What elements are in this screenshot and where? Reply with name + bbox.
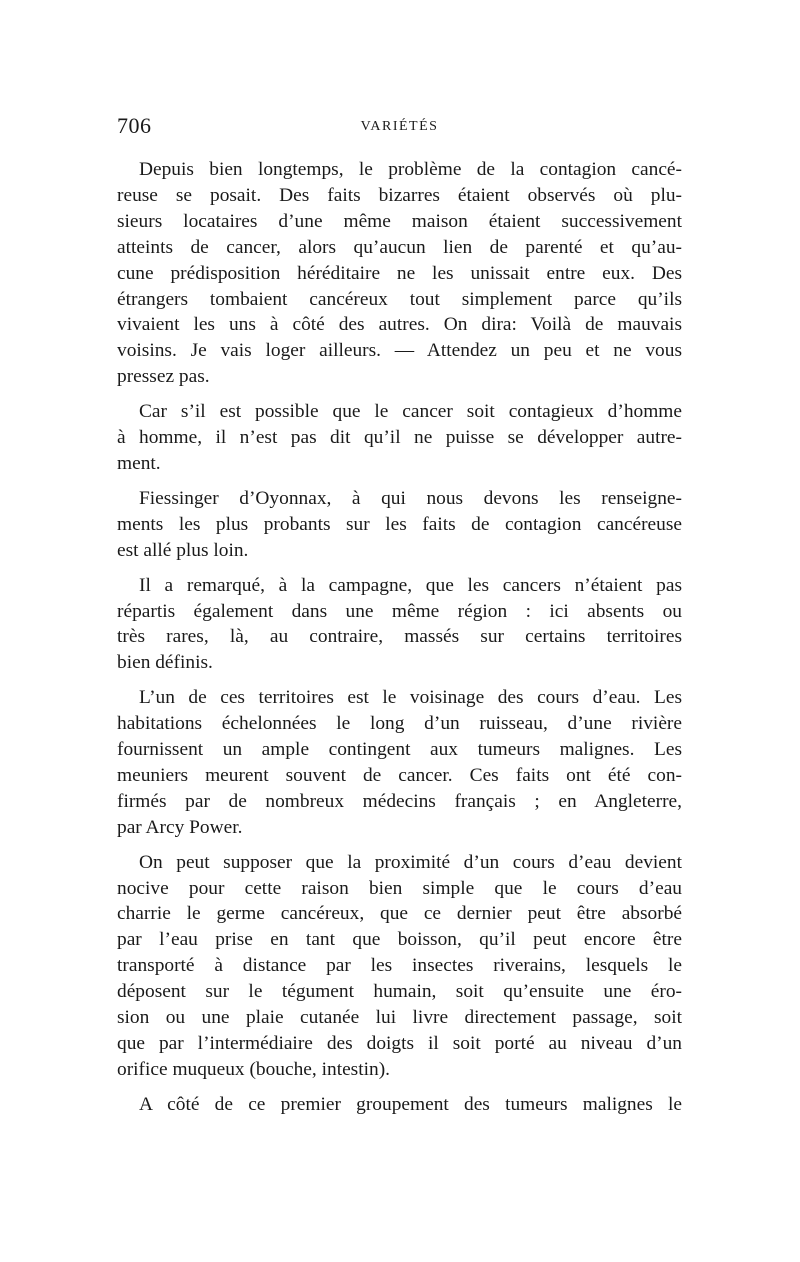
text-line: voisins. Je vais loger ailleurs. — Attendez un peu et ne vous — [117, 340, 682, 362]
paragraph — [117, 573, 682, 677]
text-line: répartis également dans une même région : ici absents ou — [117, 600, 682, 622]
text-line: est allé plus loin. — [117, 539, 249, 561]
text-line: habitations échelonnées le long d’un ruisseau, d’une rivière — [117, 713, 682, 735]
text-line: étrangers tombaient cancéreux tout simplement parce qu’ils — [117, 288, 682, 310]
text-line: très rares, là, au contraire, massés sur certains territoires — [117, 626, 682, 648]
text-line: ment. — [117, 452, 161, 474]
text-line: bien définis. — [117, 652, 213, 674]
text-line: orifice muqueux (bouche, intestin). — [117, 1058, 391, 1080]
text-line: On peut supposer que la proximité d’un cours d’eau devient — [139, 851, 682, 873]
body-text — [117, 157, 682, 1118]
text-line: vivaient les uns à côté des autres. On dira: Voilà de mauvais — [117, 314, 682, 336]
text-line: ments les plus probants sur les faits de contagion cancéreuse — [117, 513, 682, 535]
text-line: par l’eau prise en tant que boisson, qu’il peut encore être — [117, 929, 682, 951]
text-line: Car s’il est possible que le cancer soit contagieux d’homme — [139, 401, 682, 423]
text-line: Fiessinger d’Oyonnax, à qui nous devons les renseigne- — [139, 487, 682, 509]
page-header — [117, 113, 682, 143]
text-line: que par l’intermédiaire des doigts il soit porté au niveau d’un — [117, 1033, 682, 1054]
paragraph — [117, 685, 682, 840]
text-line: déposent sur le tégument humain, soit qu’ensuite une éro- — [117, 981, 682, 1003]
text-line: Depuis bien longtemps, le problème de la contagion cancé- — [139, 159, 682, 180]
text-line: sieurs locataires d’une même maison étaient successivement — [117, 210, 682, 232]
text-line: fournissent un ample contingent aux tumeurs malignes. Les — [117, 739, 682, 761]
text-line: atteints de cancer, alors qu’aucun lien de parenté et qu’au- — [117, 236, 682, 258]
text-line: Il a remarqué, à la campagne, que les cancers n’étaient pas — [139, 574, 682, 596]
text-line: par Arcy Power. — [117, 816, 243, 838]
running-title: VARIÉTÉS — [360, 119, 439, 134]
paragraph — [117, 1092, 682, 1118]
text-line: nocive pour cette raison bien simple que le cours d’eau — [117, 877, 682, 899]
book-page — [117, 113, 682, 1127]
text-line: charrie le germe cancéreux, que ce dernier peut être absorbé — [117, 903, 682, 925]
text-line: meuniers meurent souvent de cancer. Ces faits ont été con- — [117, 764, 682, 786]
text-line: A côté de ce premier groupement des tumeurs malignes le — [139, 1093, 682, 1115]
text-line: firmés par de nombreux médecins français ; en Angleterre, — [117, 790, 682, 812]
paragraph — [117, 850, 682, 1083]
text-line: L’un de ces territoires est le voisinage des cours d’eau. Les — [139, 687, 682, 709]
text-line: transporté à distance par les insectes riverains, lesquels le — [117, 955, 682, 977]
page-number: 706 — [117, 113, 152, 138]
text-line: pressez pas. — [117, 366, 210, 388]
text-line: à homme, il n’est pas dit qu’il ne puisse se développer autre- — [117, 427, 682, 449]
text-line: reuse se posait. Des faits bizarres étaient observés où plu- — [117, 184, 682, 206]
text-line: sion ou une plaie cutanée lui livre directement passage, soit — [117, 1007, 682, 1029]
text-line: cune prédisposition héréditaire ne les unissait entre eux. Des — [117, 262, 682, 284]
paragraph — [117, 399, 682, 477]
paragraph — [117, 486, 682, 564]
paragraph — [117, 157, 682, 390]
